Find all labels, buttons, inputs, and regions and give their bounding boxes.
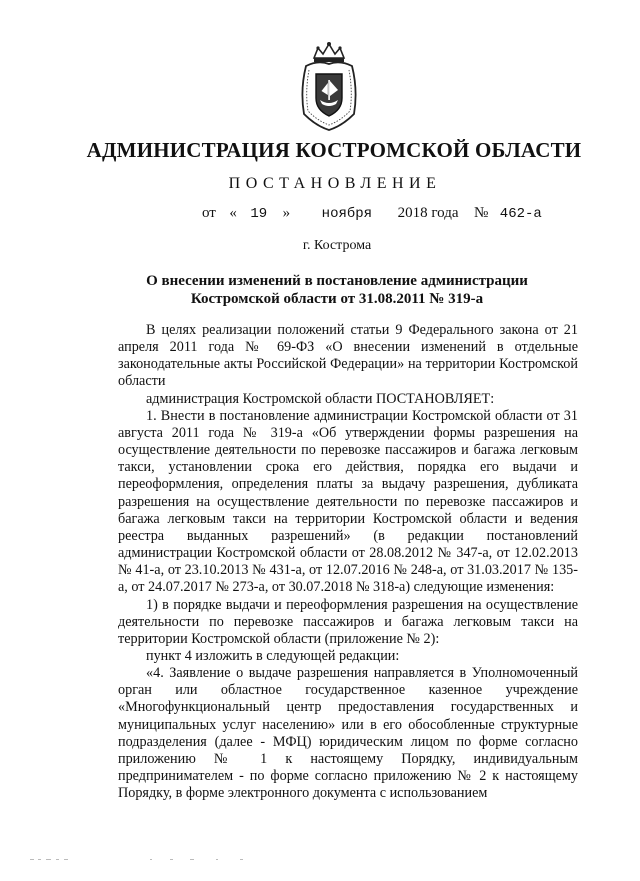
paragraph-resolves: администрация Костромской области ПОСТАНОВЛЯЕТ: — [146, 390, 495, 407]
date-year: 2018 года — [397, 205, 459, 221]
coat-of-arms-icon — [296, 40, 362, 132]
paragraph-point-4: пункт 4 изложить в следующей редакции: — [146, 647, 400, 664]
date-line — [202, 205, 542, 222]
scan-artifact-marks — [30, 856, 270, 862]
doc-number-sign: № — [473, 205, 489, 221]
organization-title: АДМИНИСТРАЦИЯ КОСТРОМСКОЙ ОБЛАСТИ — [86, 138, 582, 162]
date-close-quote: » — [282, 205, 291, 221]
subject-line-2: Костромской области от 31.08.2011 № 319-а — [190, 291, 484, 307]
date-prefix: от — [202, 205, 216, 221]
paragraph-subitem-1: 1) в порядке выдачи и переоформления разрешения на осуществление деятельности по перевозке пассажиров и багажа легковым такси на территории Костромской области (приложение № 2): — [118, 596, 578, 647]
paragraph-point-4-text: «4. Заявление о выдаче разрешения направляется в Уполномоченный орган или областное государственное казенное учреждение «Многофункциональный центр предоставления государственных и муниципальных услуг населению» или в его обособленные структурные подразделения (далее - МФЦ) юридическим лицом по форме согласно приложению № 1 к настоящему Порядку, индивидуальным предпринимателем - по форме согласно приложению № 2 к настоящему Порядку, в форме электронного документа с использованием — [118, 665, 578, 802]
document-subject — [0, 272, 640, 308]
doc-number: 462-а — [499, 206, 542, 222]
paragraph-preamble: В целях реализации положений статьи 9 Федерального закона от 21 апреля 2011 года № 69-ФЗ «О внесении изменений в отдельные законодательные акты Российской Федерации» на территории Костромской области — [118, 322, 578, 390]
paragraph-item-1: 1. Внести в постановление администрации Костромской области от 31 августа 2011 года № 319-а «Об утверждении формы разрешения на осуществление деятельности по перевозке пассажиров и багажа легковым такси, установлении срока его действия, порядка его выдачи и переоформления, определения платы за выдачу разрешения, дубликата разрешения на осуществление деятельности по перевозке пассажиров и багажа легковым такси на территории Костромской области и ведения реестра выданных разрешений» (в редакции постановлений администрации Костромской области от 28.08.2012 № 347-а, от 12.02.2013 № 41-а, от 23.10.2013 № 431-а, от 12.07.2016 № 248-а, от 31.03.2017 № 135-а, от 24.07.2017 № 273-а, от 30.07.2018 № 318-а) следующие изменения: — [118, 407, 578, 596]
city: г. Кострома — [302, 238, 372, 253]
date-open-quote: « — [229, 205, 237, 221]
date-day: 19 — [250, 206, 268, 222]
date-month: ноября — [321, 206, 373, 222]
document-body — [118, 322, 578, 802]
document-type: ПОСТАНОВЛЕНИЕ — [228, 175, 442, 192]
subject-line-1: О внесении изменений в постановление администрации — [146, 273, 528, 289]
